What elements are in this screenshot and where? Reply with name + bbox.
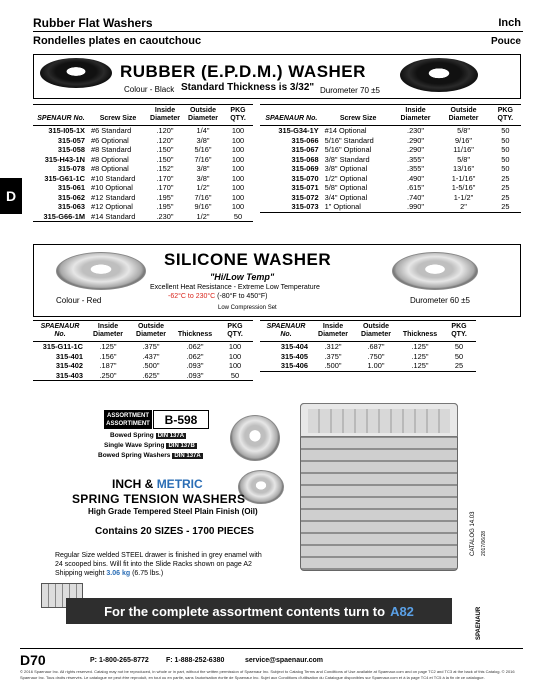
page-number: D70	[20, 652, 46, 668]
table-cell: 3/4" Optional	[324, 192, 368, 202]
table-cell: .150"	[156, 145, 174, 154]
header-divider	[33, 31, 523, 32]
table-row	[33, 361, 253, 371]
table-cell: .062"	[186, 342, 204, 351]
table-cell: 50	[233, 211, 243, 221]
table-cell: .170"	[156, 173, 174, 183]
table-row	[33, 136, 253, 146]
table-row	[260, 202, 521, 212]
table-cell: .437"	[142, 351, 160, 361]
table-cell: 7/16"	[194, 154, 212, 164]
table-cell: 50	[501, 126, 510, 135]
table-cell: 1-1/2"	[453, 192, 474, 202]
catalog-date: 2017/06/28	[481, 530, 487, 556]
table-cell: 3/8"	[196, 164, 210, 173]
part-number: 315-061	[57, 183, 85, 192]
email-link[interactable]: service@spaenaur.com	[245, 657, 324, 664]
col-header: SPAENAUR No.	[260, 321, 312, 342]
table-cell: #6 Standard	[91, 126, 132, 135]
table-cell: .152"	[156, 164, 174, 173]
table-cell: .187"	[99, 361, 117, 370]
table-cell: 50	[454, 351, 464, 361]
table-cell: 100	[231, 192, 245, 202]
spring-washer-image	[230, 415, 280, 461]
table-row	[33, 174, 253, 184]
table-cell: 25	[501, 192, 510, 202]
table-row	[33, 126, 253, 136]
unit-label-fr: Pouce	[490, 36, 521, 47]
table-cell: .290"	[407, 135, 425, 145]
contents-count: Contains 20 SIZES - 1700 PIECES	[95, 526, 254, 537]
part-number: 315-069	[291, 164, 319, 173]
table-row	[33, 371, 253, 381]
part-number: 315-405	[280, 351, 308, 361]
table-cell: 100	[228, 342, 242, 351]
table-cell: 100	[231, 126, 245, 135]
table-cell: .195"	[156, 202, 174, 211]
table-cell: .125"	[99, 342, 117, 351]
table-cell: #8 Optional	[91, 154, 129, 164]
table-cell: 100	[228, 361, 242, 370]
table-cell: 50	[454, 342, 464, 351]
table-cell: .500"	[142, 361, 160, 370]
part-number: 315-058	[57, 145, 85, 154]
silicone-compression: Low Compression Set	[218, 305, 277, 311]
finish-text: High Grade Tempered Steel Plain Finish (Oil)	[88, 507, 258, 516]
page-subtitle: Rondelles plates en caoutchouc	[33, 35, 202, 47]
spring-type: Bowed Spring DIN 137A	[110, 432, 185, 439]
table-cell: 25	[454, 361, 464, 370]
part-number: 315-406	[280, 361, 308, 370]
table-cell: #14 Optional	[324, 126, 367, 135]
part-number: 315-066	[291, 135, 319, 145]
table-row	[33, 193, 253, 203]
table-cell: .250"	[99, 370, 117, 380]
phone-number[interactable]: P: 1-800-265-8772	[90, 657, 149, 664]
table-cell: .156"	[99, 351, 117, 361]
table-row	[260, 342, 476, 352]
table-cell: #12 Standard	[91, 192, 136, 202]
table-cell: #8 Optional	[91, 164, 129, 173]
table-cell: 5/16" Standard	[324, 135, 374, 145]
table-cell: 1/2" Optional	[324, 173, 368, 183]
assortment-label: ASSORTMENT ASSORTIMENT	[104, 410, 152, 429]
table-row	[33, 155, 253, 165]
drawer-description: Regular Size welded STEEL drawer is finished in grey enamel with 24 scooped bins. Will fit into the Slide Racks shown on page A2 Shipping weight 3.06 kg (6.75 lbs.)	[55, 552, 262, 577]
inch-metric-heading: INCH & METRIC	[112, 477, 203, 491]
table-cell: .230"	[156, 211, 174, 221]
table-cell: 100	[231, 183, 245, 192]
table-row	[260, 174, 521, 184]
table-cell: 1/2"	[196, 183, 210, 192]
table-cell: 100	[228, 351, 242, 361]
table-cell: 5/8"	[457, 126, 470, 135]
col-header: Inside Diameter	[394, 105, 438, 126]
table-cell: 25	[501, 173, 510, 183]
table-row	[260, 352, 476, 362]
table-cell: .093"	[186, 370, 204, 380]
table-row	[260, 193, 521, 203]
col-header: SPAENAUR No.	[33, 321, 87, 342]
table-cell: 50	[230, 370, 240, 380]
black-washer-image	[400, 58, 478, 92]
table-cell: .290"	[407, 145, 425, 154]
col-header: SPAENAUR No.	[260, 105, 323, 126]
table-cell: 5/8" Optional	[324, 183, 368, 192]
col-header: PKG QTY.	[223, 105, 253, 126]
table-cell: 50	[501, 154, 510, 164]
black-washer-image	[40, 58, 112, 88]
table-row	[260, 126, 521, 136]
table-cell: 50	[501, 135, 510, 145]
table-row	[260, 155, 521, 165]
table-cell: .375"	[324, 351, 342, 361]
table-row	[260, 136, 521, 146]
table-cell: 9/16"	[194, 202, 212, 211]
table-cell: .125"	[411, 342, 429, 351]
fax-number: F: 1-888-252-6380	[166, 657, 225, 664]
table-cell: 5/16" Optional	[324, 145, 372, 154]
table-cell: .093"	[186, 361, 204, 370]
table-cell: .150"	[156, 154, 174, 164]
assortment-number: B-598	[153, 410, 209, 429]
table-cell: 11/16"	[453, 145, 474, 154]
table-cell: 1/2"	[196, 211, 210, 221]
table-row	[260, 361, 476, 371]
table-cell: 50	[501, 145, 510, 154]
table-cell: 25	[501, 202, 510, 211]
part-number: 315-I05-1X	[48, 126, 85, 135]
epdm-table-right	[260, 104, 521, 213]
col-header: Screw Size	[323, 105, 394, 126]
table-row	[33, 202, 253, 212]
part-number: 315-G34-1Y	[278, 126, 319, 135]
part-number: 315-G66-1M	[43, 211, 85, 221]
part-number: 315-063	[57, 202, 85, 211]
col-header: Thickness	[173, 321, 217, 342]
table-cell: 100	[231, 173, 245, 183]
part-number: 315-070	[291, 173, 319, 183]
part-number: 315-078	[57, 164, 85, 173]
silicone-durometer: Durometer 60 ±5	[410, 296, 470, 305]
table-cell: .750"	[367, 351, 385, 361]
part-number: 315-067	[291, 145, 319, 154]
table-cell: 100	[231, 164, 245, 173]
tray-chart-image	[308, 409, 450, 433]
table-cell: .120"	[156, 126, 174, 135]
epdm-table-left	[33, 104, 253, 222]
table-cell: .120"	[156, 135, 174, 145]
silicone-table-right	[260, 320, 476, 372]
red-washer-image	[392, 252, 478, 290]
table-row	[33, 352, 253, 362]
silicone-feature: Excellent Heat Resistance - Extreme Low Temperature	[150, 284, 320, 291]
table-cell: 100	[231, 202, 245, 211]
table-cell: 50	[501, 164, 510, 173]
assortment-reference-bar[interactable]: For the complete assortment contents turn to A82	[66, 598, 452, 624]
table-row	[260, 164, 521, 174]
col-header: Outside Diameter	[183, 105, 223, 126]
table-cell: 13/16"	[452, 164, 475, 173]
table-cell: #12 Optional	[91, 202, 133, 211]
col-header: Screw Size	[89, 105, 147, 126]
table-cell: 1/4"	[196, 126, 210, 135]
table-row	[33, 164, 253, 174]
col-header: Inside Diameter	[312, 321, 354, 342]
part-number: 315-G61-1C	[44, 173, 85, 183]
legal-notice: © 2016 Spaenaur Inc. All rights reserved. Catalog may not be reproduced, in whole or in part, without the written permission of Spaenaur Inc. Subject to Catalog Terms and Conditions of Use available at Spaenaur.com and on page TC2 and TC3 at the back of this Catalog. © 2016 Spaenaur Inc. Tous droits réservés. Le catalogue ne peut être reproduit, en tout ou en partie, sans l'autorisation écrite de Spaenaur Inc. Sujet aux Conditions d'utilisation du Catalogue disponibles sur Spaenaur.com et à la page TC4 et TC5 à la fin de ce catalogue.	[20, 669, 515, 680]
red-washer-image	[56, 252, 146, 290]
table-cell: .687"	[367, 342, 385, 351]
col-header: Inside Diameter	[147, 105, 183, 126]
table-cell: .500"	[324, 361, 342, 370]
table-cell: 7/16"	[194, 192, 212, 202]
table-cell: .375"	[142, 342, 160, 351]
table-cell: #10 Optional	[91, 183, 133, 192]
col-header: Outside Diameter	[437, 105, 489, 126]
part-number: 315-403	[55, 370, 83, 380]
page-title: Rubber Flat Washers	[33, 16, 153, 30]
table-cell: .625"	[142, 370, 160, 380]
part-number: 315-H43-1N	[44, 154, 85, 164]
table-cell: .125"	[411, 351, 429, 361]
epdm-durometer: Durometer 70 ±5	[320, 86, 380, 95]
section-tab[interactable]: D	[0, 178, 22, 214]
table-cell: 25	[501, 183, 510, 192]
part-number: 315-071	[291, 183, 319, 192]
col-header: Outside Diameter	[129, 321, 173, 342]
table-cell: 3/8" Optional	[324, 164, 368, 173]
table-cell: .312"	[324, 342, 342, 351]
col-header: PKG QTY.	[442, 321, 476, 342]
epdm-colour: Colour - Black	[124, 85, 175, 94]
table-cell: .740"	[407, 192, 425, 202]
silicone-table-left	[33, 320, 253, 381]
table-cell: .355"	[407, 164, 425, 173]
catalog-version: CATALOG 14.03	[470, 511, 476, 556]
table-cell: 100	[231, 154, 245, 164]
table-cell: .062"	[186, 351, 204, 361]
silicone-subtitle: "Hi/Low Temp"	[210, 272, 275, 282]
table-cell: .170"	[156, 183, 174, 192]
footer-divider	[20, 648, 523, 649]
table-cell: 9/16"	[455, 135, 473, 145]
col-header: Outside Diameter	[354, 321, 398, 342]
col-header: Thickness	[398, 321, 442, 342]
table-cell: 100	[231, 135, 245, 145]
table-cell: .615"	[407, 183, 425, 192]
part-number: 315-062	[57, 192, 85, 202]
table-row	[33, 183, 253, 193]
table-cell: .355"	[407, 154, 425, 164]
part-number: 315-404	[280, 342, 308, 351]
col-header: SPENAUR No.	[33, 105, 89, 126]
spring-washers-title: SPRING TENSION WASHERS	[72, 492, 246, 506]
unit-label-en: Inch	[498, 17, 521, 29]
table-row	[33, 342, 253, 352]
table-cell: #8 Standard	[91, 145, 132, 154]
part-number: 315-072	[291, 192, 319, 202]
table-cell: 100	[231, 145, 245, 154]
part-number: 315-068	[291, 154, 319, 164]
part-number: 315-402	[55, 361, 83, 370]
table-cell: #14 Standard	[91, 211, 136, 221]
spring-type: Single Wave Spring DIN 137B	[104, 442, 195, 449]
col-header: PKG QTY.	[217, 321, 253, 342]
table-cell: 3/8"	[196, 135, 210, 145]
table-cell: .230"	[407, 126, 425, 135]
part-number: 315-401	[55, 351, 83, 361]
col-header: PKG QTY.	[490, 105, 521, 126]
table-cell: 3/8" Standard	[324, 154, 370, 164]
table-cell: 5/8"	[457, 154, 470, 164]
table-cell: 1-1/16"	[451, 173, 476, 183]
part-number: 315-073	[291, 202, 319, 211]
spring-type: Bowed Spring Washers DIN 137A	[98, 452, 201, 459]
silicone-temp-range: -62°C to 230°C (-80°F to 450°F)	[168, 293, 268, 300]
silicone-colour: Colour - Red	[56, 296, 102, 305]
table-row	[33, 212, 253, 222]
table-cell: #6 Optional	[91, 135, 129, 145]
table-row	[260, 145, 521, 155]
table-cell: 1.00"	[367, 361, 385, 370]
table-cell: .195"	[156, 192, 174, 202]
table-cell: .125"	[411, 361, 429, 370]
table-cell: 1-5/16"	[451, 183, 476, 192]
epdm-thickness: Standard Thickness is 3/32"	[181, 82, 315, 93]
epdm-title: RUBBER (E.P.D.M.) WASHER	[120, 62, 366, 81]
table-cell: 3/8"	[196, 173, 210, 183]
table-row	[260, 183, 521, 193]
table-cell: 1" Optional	[324, 202, 361, 211]
part-number: 315-G11-1C	[42, 342, 83, 351]
table-cell: .990"	[407, 202, 425, 211]
part-number: 315-057	[57, 135, 85, 145]
table-row	[33, 145, 253, 155]
brand-vertical: SPAENAUR	[476, 606, 482, 640]
col-header: Inside Diameter	[87, 321, 129, 342]
table-cell: .490"	[407, 173, 425, 183]
table-cell: 2"	[460, 202, 467, 211]
table-cell: 5/16"	[194, 145, 212, 154]
silicone-title: SILICONE WASHER	[164, 250, 332, 269]
table-cell: #10 Standard	[91, 173, 136, 183]
